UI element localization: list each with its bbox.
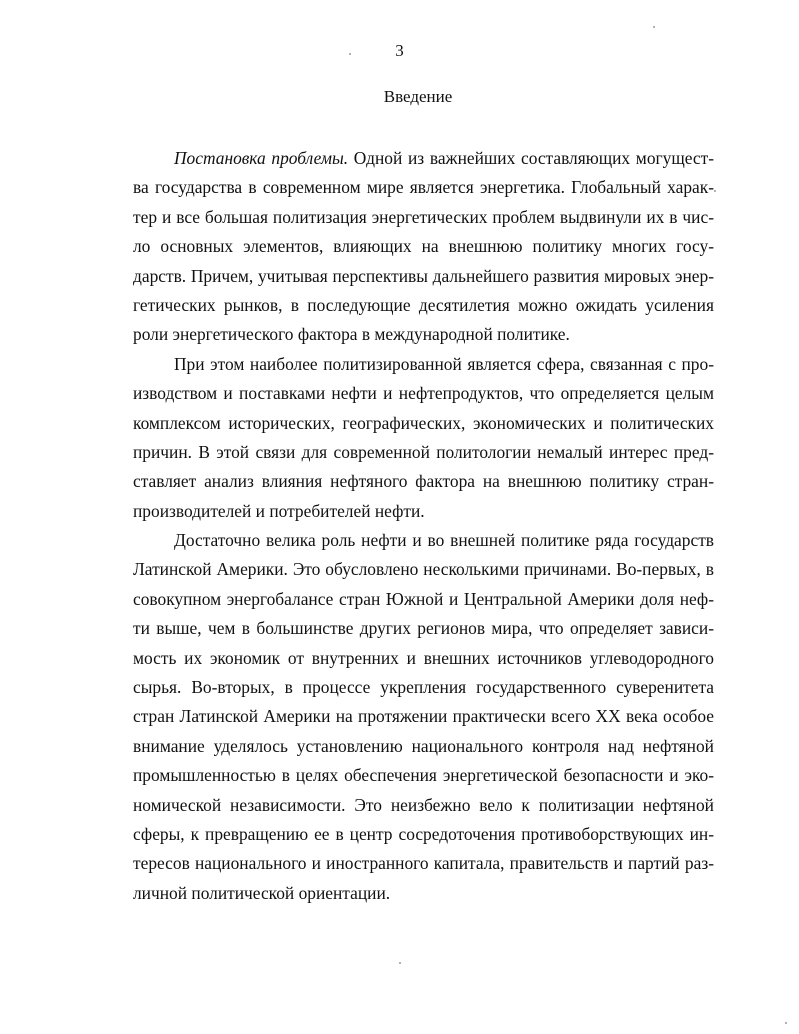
- page-number: 3: [395, 41, 404, 60]
- scan-speck: [714, 190, 716, 192]
- paragraph-line: мость их экономик от внутренних и внешних источников углеводородного: [133, 647, 714, 668]
- paragraph-line: дарств. Причем, учитывая перспективы дальнейшего развития мировых энер-: [133, 265, 714, 286]
- paragraph-line: стран Латинской Америки на протяжении практически всего XX века особое: [133, 706, 714, 727]
- paragraph-line: Постановка проблемы. Одной из важнейших составляющих могущест-: [174, 148, 714, 168]
- paragraph-line: совокупном энергобалансе стран Южной и Центральной Америки доля неф-: [133, 588, 714, 609]
- paragraph-line: тер и все большая политизация энергетических проблем выдвинули их в чис-: [133, 206, 714, 227]
- paragraph-line: номической независимости. Это неизбежно вело к политизации нефтяной: [133, 794, 714, 815]
- paragraph-lead-in: Постановка проблемы.: [174, 148, 349, 168]
- paragraph-line: внимание уделялось установлению национального контроля над нефтяной: [133, 735, 714, 756]
- scan-speck: [349, 53, 351, 55]
- paragraph-line: комплексом исторических, географических, экономических и политических: [133, 412, 714, 433]
- paragraph-line: изводством и поставками нефти и нефтепродуктов, что определяется целым: [133, 383, 714, 404]
- paragraph-line: сферы, к превращению ее в центр сосредоточения противоборствующих ин-: [133, 823, 714, 844]
- scan-speck: [399, 962, 401, 964]
- paragraph-line: сырья. Во-вторых, в процессе укрепления государственного суверенитета: [133, 677, 714, 698]
- scan-speck: [785, 1022, 787, 1024]
- paragraph-line: гетических рынков, в последующие десятилетия можно ожидать усиления: [133, 294, 714, 315]
- paragraph-line: ло основных элементов, влияющих на внешнюю политику многих госу-: [133, 236, 714, 257]
- document-body: [133, 144, 714, 908]
- paragraph-line: При этом наиболее политизированной является сфера, связанная с про-: [174, 353, 714, 374]
- paragraph-line: промышленностью в целях обеспечения энергетической безопасности и эко-: [133, 765, 714, 786]
- paragraph-line: личной политической ориентации.: [133, 882, 391, 903]
- page-title: Введение: [383, 87, 453, 106]
- paragraph-line: причин. В этой связи для современной политологии немалый интерес пред-: [133, 441, 714, 462]
- paragraph-line: тересов национального и иностранного капитала, правительств и партий раз-: [133, 853, 714, 874]
- paragraph-line: ва государства в современном мире является энергетика. Глобальный харак-: [133, 177, 714, 198]
- scan-speck: [653, 26, 655, 28]
- paragraph-line: Латинской Америки. Это обусловлено несколькими причинами. Во-первых, в: [133, 559, 714, 580]
- paragraph-line: ставляет анализ влияния нефтяного фактора на внешнюю политику стран-: [133, 471, 714, 492]
- paragraph-line: Достаточно велика роль нефти и во внешней политике ряда государств: [174, 530, 714, 551]
- paragraph-line: роли энергетического фактора в международной политике.: [133, 324, 570, 345]
- paragraph-line: производителей и потребителей нефти.: [133, 500, 425, 521]
- paragraph-line: ти выше, чем в большинстве других регионов мира, что определяет зависи-: [133, 618, 714, 639]
